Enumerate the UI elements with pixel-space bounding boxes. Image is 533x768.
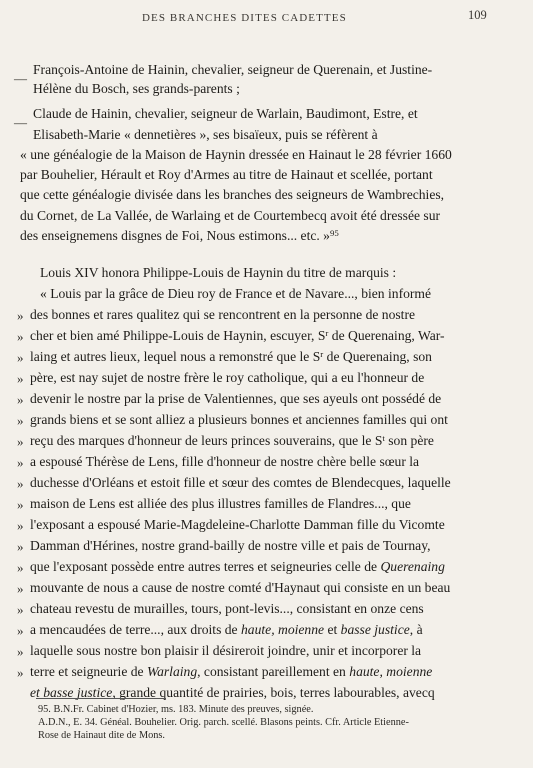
text-line: « une généalogie de la Maison de Haynin dressée en Hainaut le 28 février 1660 (20, 147, 452, 162)
line-text: laing et autres lieux, lequel nous a remonstré que le S (30, 349, 321, 364)
line-text: des enseignemens disgnes de Foi, Nous estimons... etc. » (20, 228, 330, 243)
text-line: chateau revestu de murailles, tours, pont-levis..., consistant en onze cens (30, 601, 424, 616)
text-line (30, 559, 445, 575)
superscript: r (320, 349, 324, 360)
margin-quote: » (17, 308, 24, 323)
line-text: , grande quantité de prairies, bois, terres labourables, avecq (112, 685, 435, 700)
text-line (30, 664, 432, 680)
italic-text: Warlaing (147, 664, 198, 679)
text-line: « Louis par la grâce de Dieu roy de France et de Navare..., bien informé (40, 286, 432, 301)
running-head: DES BRANCHES DITES CADETTES (142, 12, 347, 24)
line-text: terre et seigneurie de (30, 664, 144, 679)
margin-quote: » (17, 623, 24, 638)
margin-quote: » (17, 434, 24, 449)
line-text: que l'exposant possède entre autres terres et seigneuries celle de (30, 559, 378, 574)
text-line: Damman d'Hérines, nostre grand-bailly de nostre ville et pais de Tournay, (30, 538, 431, 553)
text-line: duchesse d'Orléans et estoit fille et sœur des comtes de Blendecques, laquelle (30, 475, 451, 490)
margin-quote: » (17, 518, 24, 533)
line-text: reçu des marques d'honneur de leurs princes souverains, que le S (30, 433, 383, 448)
superscript: r (325, 328, 329, 339)
italic-text: haute, moienne (241, 622, 325, 637)
text-line (30, 433, 434, 449)
text-line: mouvante de nous a cause de nostre comté d'Haynaut qui consiste en un beau (30, 580, 451, 595)
text-line: père, est nay sujet de nostre frère le roy catholique, qui a eu l'honneur de (30, 370, 425, 385)
footnote-divider (36, 698, 166, 699)
margin-quote: » (17, 476, 24, 491)
text-line (30, 328, 445, 344)
footnote-marker: 95 (329, 228, 339, 239)
line-text: cher et bien amé Philippe-Louis de Haynin, escuyer, S (30, 328, 326, 343)
superscript: t (382, 433, 385, 444)
line-text: de Querenaing, War- (328, 328, 445, 343)
text-line (20, 228, 339, 244)
margin-quote: » (17, 413, 24, 428)
margin-quote: » (17, 665, 24, 680)
text-line: maison de Lens est alliée des plus illustres familles de Flandres..., que (30, 496, 411, 511)
line-text: , consistant pareillement en (197, 664, 350, 679)
text-line: Claude de Hainin, chevalier, seigneur de Warlain, Baudimont, Estre, et (33, 106, 418, 121)
page-number: 109 (468, 8, 487, 22)
text-line: que cette généalogie divisée dans les branches des seigneurs de Wambrechies, (20, 187, 445, 202)
text-line (30, 622, 423, 638)
text-line: l'exposant a espousé Marie-Magdeleine-Charlotte Damman fille du Vicomte (30, 517, 445, 532)
text-line: François-Antoine de Hainin, chevalier, seigneur de Querenain, et Justine- (33, 62, 433, 77)
line-text: son père (384, 433, 434, 448)
text-line: par Bouhelier, Hérault et Roy d'Armes au titre de Hainaut et scellée, portant (20, 167, 433, 182)
text-line: du Cornet, de La Vallée, de Warlaing et de Courtembecq avoit été dressée sur (20, 208, 441, 223)
margin-quote: » (17, 350, 24, 365)
line-text: de Querenaing, son (323, 349, 432, 364)
text-line: Hélène du Bosch, ses grands-parents ; (33, 81, 240, 96)
margin-dash: — (14, 115, 27, 130)
text-line: Louis XIV honora Philippe-Louis de Haynin du titre de marquis : (40, 265, 397, 280)
text-line: laquelle sous nostre bon plaisir il désireroit joindre, unir et incorporer la (30, 643, 422, 658)
margin-quote: » (17, 329, 24, 344)
line-text: , à (409, 622, 423, 637)
italic-text: basse justice (340, 622, 410, 637)
margin-quote: » (17, 539, 24, 554)
margin-quote: » (17, 455, 24, 470)
margin-quote: » (17, 581, 24, 596)
italic-text: Querenaing (380, 559, 445, 574)
text-line (30, 349, 432, 365)
italic-text: haute, moienne (349, 664, 433, 679)
margin-dash: — (14, 71, 27, 86)
text-line: devenir le nostre par la prise de Valentiennes, que ses ayeuls ont possédé de (30, 391, 442, 406)
text-line: des bonnes et rares qualitez qui se rencontrent en la personne de nostre (30, 307, 416, 322)
italic-text: et basse justice (30, 685, 113, 700)
margin-quote: » (17, 560, 24, 575)
text-line: Elisabeth-Marie « dennetières », ses bisaïeux, puis se réfèrent à (33, 127, 378, 142)
footnote: A.D.N., E. 34. Généal. Bouhelier. Orig. parch. scellé. Blasons peints. Cfr. Article Etienne- (38, 717, 409, 728)
text-line: grands biens et se sont alliez a plusieurs bonnes et anciennes familles qui ont (30, 412, 448, 427)
margin-quote: » (17, 602, 24, 617)
text-line: a espousé Thérèse de Lens, fille d'honneur de nostre chère belle sœur la (30, 454, 420, 469)
page-header (0, 8, 533, 28)
footnote: Rose de Hainaut dite de Mons. (38, 730, 165, 741)
line-text: a mencaudées de terre..., aux droits de (30, 622, 238, 637)
footnote: 95. B.N.Fr. Cabinet d'Hozier, ms. 183. Minute des preuves, signée. (38, 704, 314, 715)
margin-quote: » (17, 644, 24, 659)
margin-quote: » (17, 497, 24, 512)
line-text: et (324, 622, 341, 637)
margin-quote: » (17, 371, 24, 386)
margin-quote: » (17, 392, 24, 407)
